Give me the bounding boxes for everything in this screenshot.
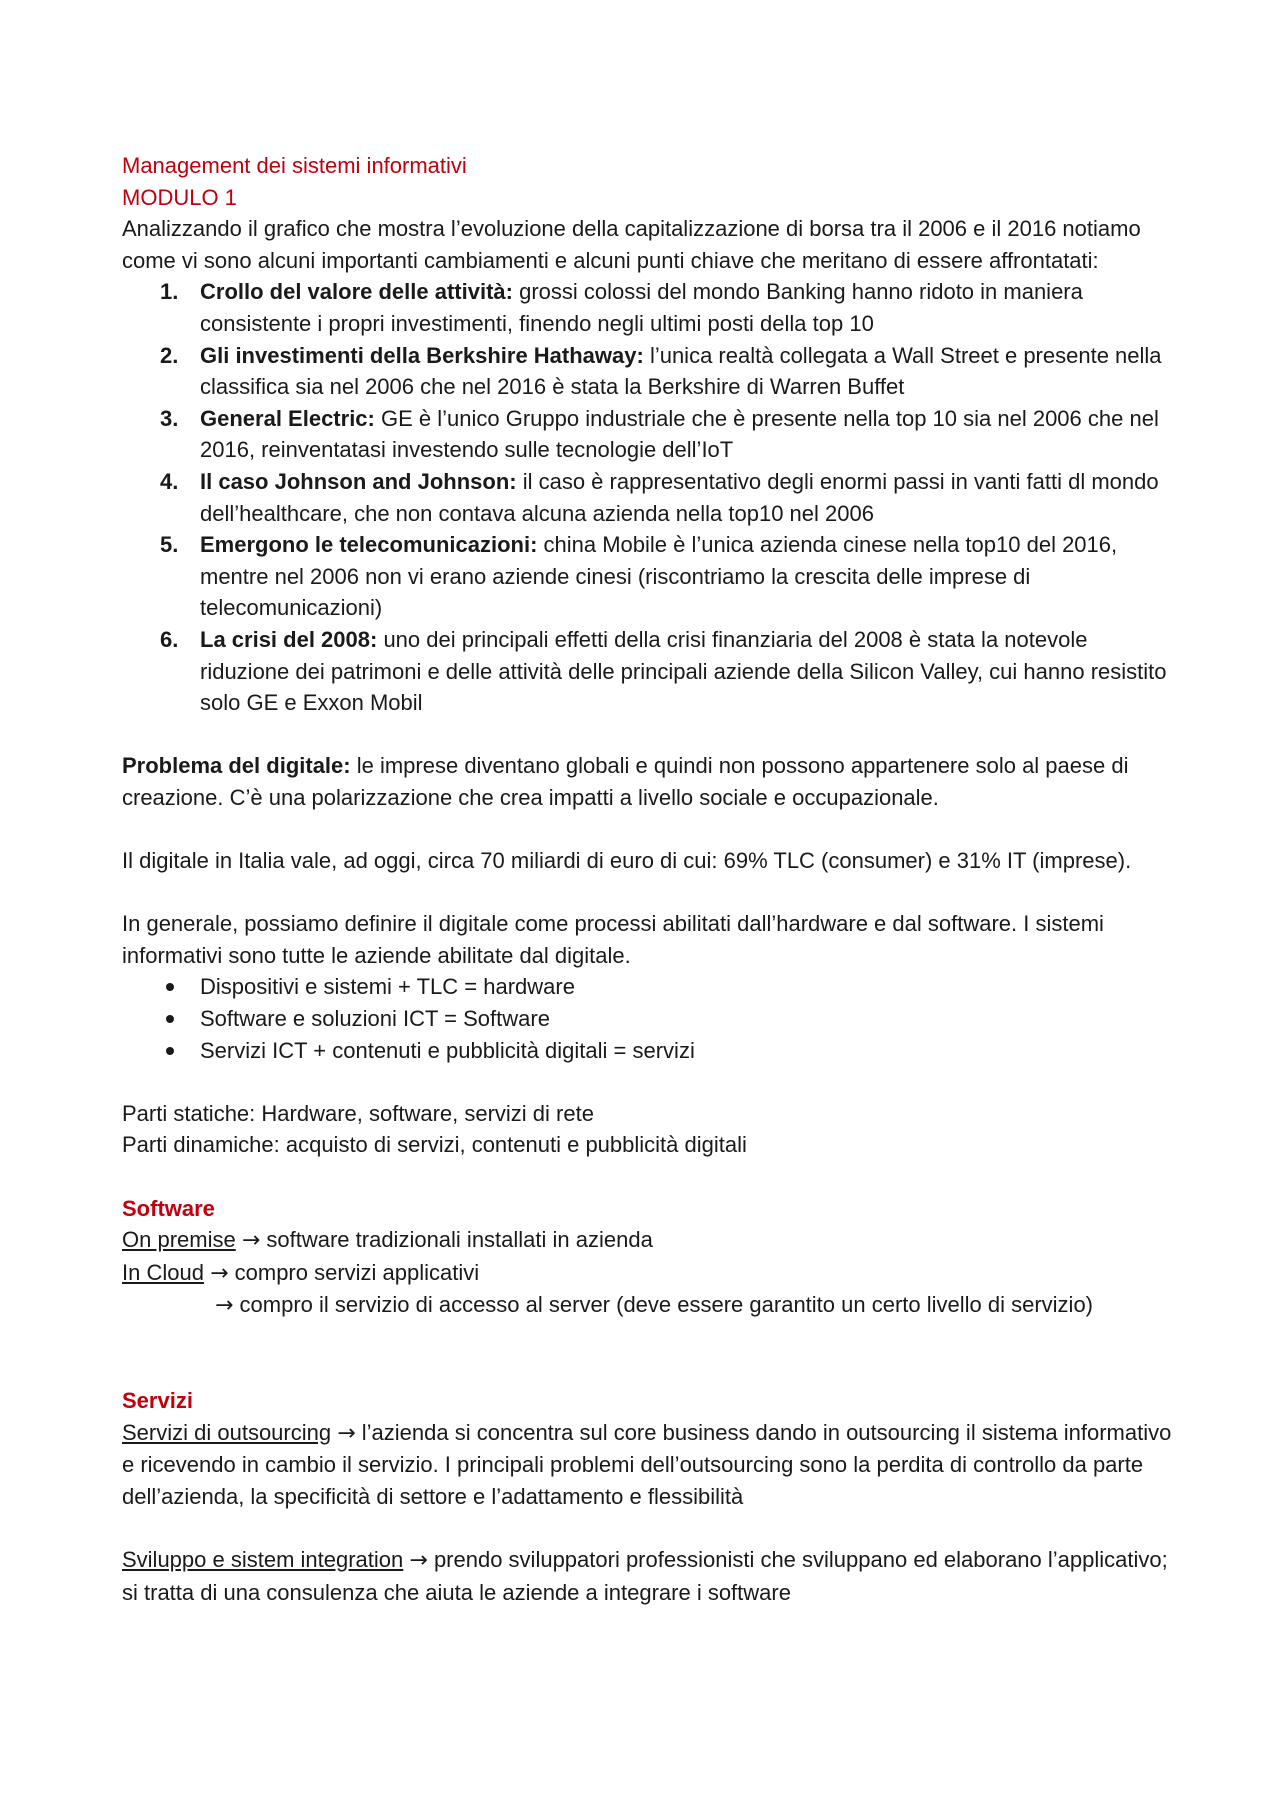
outsourcing-paragraph: [122, 1417, 1172, 1513]
item-title: Gli investimenti della Berkshire Hathaway:: [200, 342, 644, 368]
cloud-line-2: [122, 1289, 1172, 1322]
item-text: l’unica realtà collegata a Wall Street e presente nella classifica sia nel 2006 che nel 2016 è stata la Berkshire di Warren Buffet: [200, 342, 1162, 400]
item-number: 5.: [160, 532, 179, 558]
spacer: [122, 877, 1172, 909]
list-item: [122, 1003, 1172, 1035]
item-number: 1.: [160, 279, 179, 305]
arrow-right-icon: →: [337, 1420, 356, 1446]
key-points-list: [122, 276, 1172, 718]
arrow-right-icon: →: [409, 1547, 428, 1573]
digital-problem-title: Problema del digitale:: [122, 753, 351, 779]
bullet-icon: [166, 1015, 174, 1023]
item-number: 4.: [160, 468, 179, 494]
list-item: [122, 403, 1172, 466]
list-item: [122, 1035, 1172, 1067]
bullet-icon: [166, 1047, 174, 1055]
item-number: 3.: [160, 405, 179, 431]
item-title: Il caso Johnson and Johnson:: [200, 468, 517, 494]
spacer: [122, 1512, 1172, 1544]
outsourcing-label: Servizi di outsourcing: [122, 1419, 332, 1445]
list-item: [122, 971, 1172, 1003]
services-heading: Servizi: [122, 1387, 193, 1413]
item-text: il caso è rappresentativo degli enormi passi in vanti fatti dl mondo dell’healthcare, che non contava alcuna azienda nella top10 nel 2006: [200, 468, 1159, 526]
dynamic-parts-line: Parti dinamiche: acquisto di servizi, contenuti e pubblicità digitali: [122, 1132, 747, 1158]
spacer: [122, 1322, 1172, 1385]
on-premise-line: [122, 1224, 1172, 1257]
cloud-text-2: compro il servizio di accesso al server (deve essere garantito un certo livello di servizio): [233, 1292, 1094, 1318]
item-title: Crollo del valore delle attività:: [200, 279, 513, 305]
bullet-icon: [166, 983, 174, 991]
on-premise-text: software tradizionali installati in azienda: [260, 1227, 653, 1253]
document-title: Management dei sistemi informativi: [122, 153, 467, 178]
cloud-line: [122, 1257, 1172, 1290]
spacer: [122, 719, 1172, 751]
item-title: La crisi del 2008:: [200, 626, 378, 652]
spacer: [122, 1161, 1172, 1193]
item-text: grossi colossi del mondo Banking hanno ridoto in maniera consistente i propri investimenti, finendo negli ultimi posti della top 10: [200, 279, 1083, 336]
list-item: [122, 276, 1172, 339]
list-item: [122, 466, 1172, 529]
integration-paragraph: [122, 1544, 1172, 1608]
digital-problem-text: le imprese diventano globali e quindi non possono appartenere solo al paese di creazione. C’è una polarizzazione che crea impatti a livello sociale e occupazionale.: [122, 753, 1129, 810]
spacer: [122, 1066, 1172, 1098]
outsourcing-text: l’azienda si concentra sul core business dando in outsourcing il sistema informativo e ricevendo in cambio il servizio. I principali problemi dell’outsourcing sono la perdita di controllo da parte dell’azienda, la specificità di settore e l’adattamento e flessibilità: [122, 1419, 1172, 1509]
item-text: uno dei principali effetti della crisi finanziaria del 2008 è stata la notevole riduzione dei patrimoni e delle attività delle principali aziende della Silicon Valley, cui hanno resistito solo GE e Exxon Mobil: [200, 626, 1167, 716]
list-item: [122, 529, 1172, 624]
item-title: Emergono le telecomunicazioni:: [200, 532, 538, 558]
digital-italy-paragraph: Il digitale in Italia vale, ad oggi, circa 70 miliardi di euro di cui: 69% TLC (consumer) e 31% IT (imprese).: [122, 848, 1132, 874]
components-list: [122, 971, 1172, 1066]
document-body: [122, 150, 1172, 1608]
intro-paragraph: Analizzando il grafico che mostra l’evoluzione della capitalizzazione di borsa tra il 2006 e il 2016 notiamo come vi sono alcuni importanti cambiamenti e alcuni punti chiave che meritano di essere affrontatati:: [122, 216, 1141, 273]
item-title: General Electric:: [200, 405, 375, 431]
item-number: 6.: [160, 626, 179, 652]
static-parts-line: Parti statiche: Hardware, software, servizi di rete: [122, 1100, 594, 1126]
integration-label: Sviluppo e sistem integration: [122, 1546, 404, 1572]
spacer: [122, 813, 1172, 845]
item-text: china Mobile è l’unica azienda cinese nella top10 del 2016, mentre nel 2006 non vi erano aziende cinesi (riscontriamo la crescita delle imprese di telecomunicazioni): [200, 532, 1118, 621]
item-number: 2.: [160, 342, 179, 368]
item-text: Dispositivi e sistemi + TLC = hardware: [200, 974, 575, 1000]
item-text: GE è l’unico Gruppo industriale che è presente nella top 10 sia nel 2006 che nel 2016, reinventatasi investendo sulle tecnologie dell’IoT: [200, 405, 1159, 463]
digital-problem-paragraph: [122, 750, 1172, 813]
integration-text: prendo sviluppatori professionisti che sviluppano ed elaborano l’applicativo; si tratta di una consulenza che aiuta le aziende a integrare i software: [122, 1546, 1168, 1605]
cloud-label: In Cloud: [122, 1259, 204, 1285]
arrow-right-icon: →: [215, 1293, 234, 1319]
item-text: Software e soluzioni ICT = Software: [200, 1006, 550, 1032]
definition-paragraph: In generale, possiamo definire il digitale come processi abilitati dall’hardware e dal software. I sistemi informativi sono tutte le aziende abilitate dal digitale.: [122, 911, 1104, 968]
cloud-text: compro servizi applicativi: [228, 1259, 480, 1285]
list-item: [122, 624, 1172, 719]
on-premise-label: On premise: [122, 1227, 236, 1253]
module-label: MODULO 1: [122, 184, 237, 210]
arrow-right-icon: →: [241, 1228, 261, 1254]
arrow-right-icon: →: [210, 1260, 229, 1286]
item-text: Servizi ICT + contenuti e pubblicità digitali = servizi: [200, 1037, 695, 1063]
list-item: [122, 340, 1172, 403]
software-heading: Software: [122, 1195, 215, 1221]
